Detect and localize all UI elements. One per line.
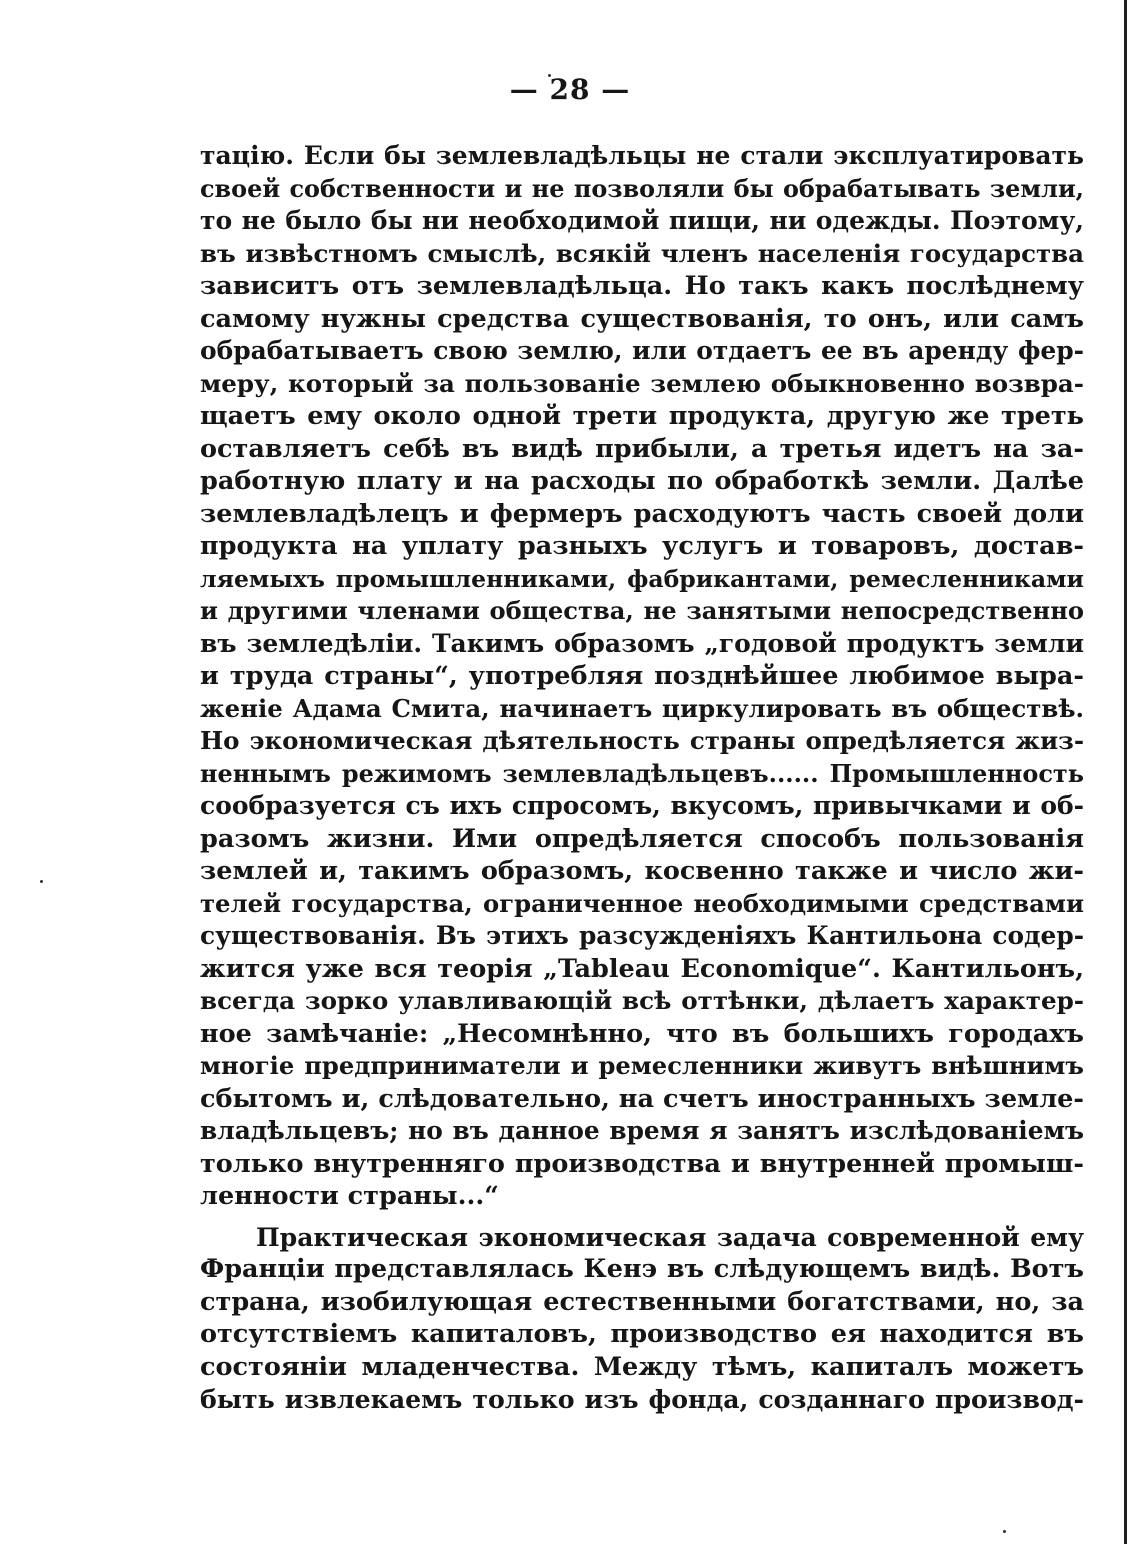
text-line: состояніи младенчества. Между тѣмъ, капиталъ можетъ [200,1351,1084,1382]
text-line: тацію. Если бы землевладѣльцы не стали эксплуатировать [200,141,1084,170]
text-line: въ земледѣліи. Такимъ образомъ „годовой продуктъ земли [200,628,1084,658]
text-line: обрабатываетъ свою землю, или отдаетъ ее въ аренду фер- [200,336,1084,365]
scan-speck [1003,1530,1006,1533]
text-line: существованія. Въ этихъ разсужденіяхъ Кантильона содер- [200,921,1084,950]
text-line: сбытомъ и, слѣдовательно, на счетъ иностранныхъ земле- [200,1083,1084,1114]
text-line: всегда зорко улавливающій всѣ оттѣнки, дѣлаетъ характер- [200,986,1084,1015]
scan-speck [40,880,43,883]
text-line: Франціи представлялась Кенэ въ слѣдующемъ видѣ. Вотъ [200,1254,1084,1284]
text-line: своей собственности и не позволяли бы обрабатывать земли, [200,174,1084,203]
text-line: жится уже вся теорія „Tableau Economique“. Кантильонъ, [200,953,1084,984]
body-text [200,140,1084,1416]
text-line: землей и, такимъ образомъ, косвенно также и число жи- [200,856,1084,886]
text-line: разомъ жизни. Ими опредѣляется способъ пользованія [200,823,1084,854]
text-line: ленности страны...“ [200,1181,499,1211]
text-line: и другими членами общества, не занятыми непосредственно [200,596,1084,625]
text-line: землевладѣлецъ и фермеръ расходуютъ часть своей доли [200,498,1084,529]
paragraph-1 [200,140,1084,1213]
page-number: — 28 — [509,73,631,106]
text-line: быть извлекаемъ только изъ фонда, созданнаго производ- [200,1384,1084,1414]
text-line: ное замѣчаніе: „Несомнѣнно, что въ большихъ городахъ [200,1018,1084,1049]
page-edge-line [1124,0,1127,1544]
text-line: щаетъ ему около одной трети продукта, другую же треть [200,401,1084,431]
text-line: ляемыхъ промышленниками, фабрикантами, ремесленниками [200,564,1084,593]
text-line: многіе предприниматели и ремесленники живутъ внѣшнимъ [200,1051,1084,1080]
text-line: женіе Адама Смита, начинаетъ циркулировать въ обществѣ. [200,693,1084,723]
text-line: владѣльцевъ; но въ данное время я занятъ изслѣдованіемъ [200,1116,1084,1145]
text-line: страна, изобилующая естественными богатствами, но, за [200,1286,1084,1317]
paragraph-2 [200,1221,1084,1416]
text-line: работную плату и на расходы по обработкѣ земли. Далѣе [200,466,1084,496]
text-line: отсутствіемъ капиталовъ, производство ея находится въ [200,1319,1084,1349]
text-line: зависитъ отъ землевладѣльца. Но такъ какъ послѣднему [200,271,1084,301]
text-line: телей государства, ограниченное необходимыми средствами [200,888,1084,918]
text-line: только внутренняго производства и внутренней промыш- [200,1148,1084,1179]
text-line: въ извѣстномъ смыслѣ, всякій членъ населенія государства [200,238,1084,268]
text-line: то не было бы ни необходимой пищи, ни одежды. Поэтому, [200,206,1084,235]
text-line: оставляетъ себѣ въ видѣ прибыли, а третья идетъ на за- [200,433,1084,464]
text-line: сообразуется съ ихъ спросомъ, вкусомъ, привычками и об- [200,791,1084,820]
text-line: неннымъ режимомъ землевладѣльцевъ...... Промышленность [200,759,1084,788]
text-line: Но экономическая дѣятельность страны опредѣляется жиз- [200,726,1084,755]
text-line: Практическая экономическая задача современной ему [256,1221,1084,1252]
paragraph-gap [200,1213,1084,1221]
text-line: продукта на уплату разныхъ услугъ и товаровъ, достав- [200,531,1084,561]
text-line: меру, который за пользованіе землею обыкновенно возвра- [200,368,1084,398]
text-line: самому нужны средства существованія, то онъ, или самъ [200,303,1084,334]
text-line: и труда страны“, употребляя позднѣйшее любимое выра- [200,661,1084,691]
